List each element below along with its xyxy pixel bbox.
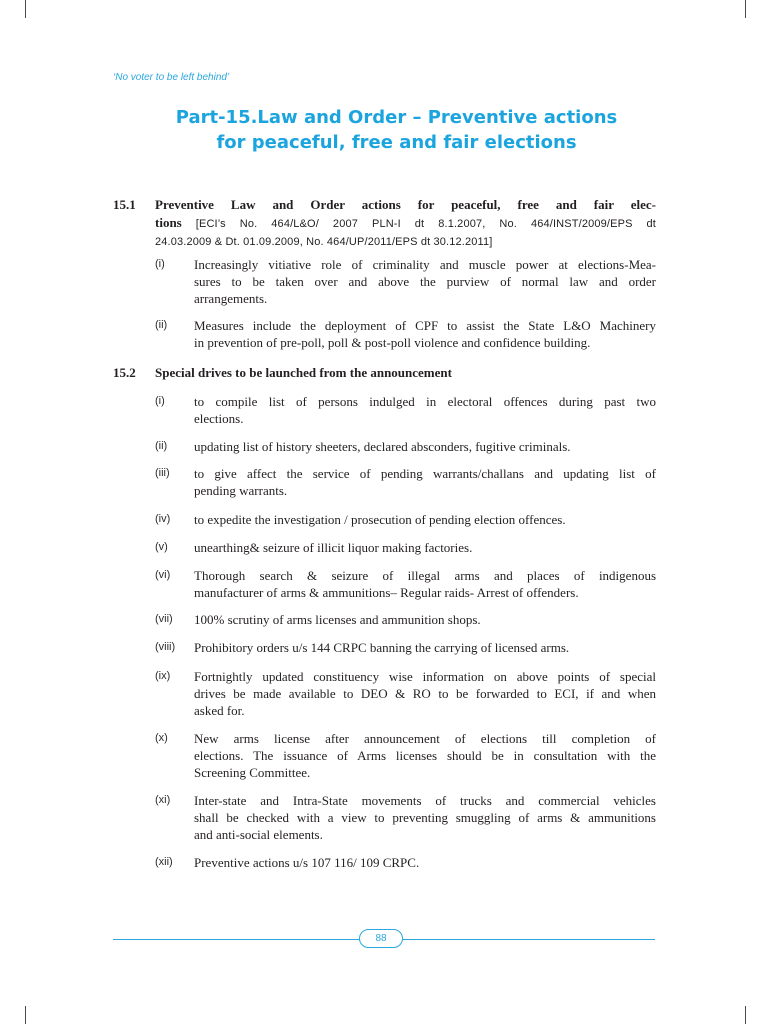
item-text-line: to expedite the investigation / prosecution of pending election offences. (194, 512, 566, 527)
item-marker: (vi) (155, 569, 171, 581)
item-text (194, 393, 656, 427)
item-text (194, 792, 656, 843)
section-15-1-heading-line (155, 214, 656, 233)
item-marker: (viii) (155, 641, 176, 653)
page-title (113, 105, 680, 155)
item-text (194, 539, 656, 556)
item-text (194, 730, 656, 781)
item-text (194, 567, 656, 601)
item-text (194, 511, 656, 528)
section-15-1-heading-line: Preventive Law and Order actions for peaceful, free and fair elec- (155, 197, 656, 212)
section-15-1-reference: 24.03.2009 & Dt. 01.09.2009, No. 464/UP/2011/EPS dt 30.12.2011] (155, 236, 493, 248)
item-text (194, 639, 656, 656)
item-marker: (ix) (155, 670, 171, 682)
item-text-line: shall be checked with a view to preventing smuggling of arms & ammunitions (194, 810, 656, 825)
item-text (194, 465, 656, 499)
item-text-line: manufacturer of arms & ammunitions– Regular raids- Arrest of offenders. (194, 585, 579, 600)
section-15-1-reference: [ECI’s No. 464/L&O/ 2007 PLN-I dt 8.1.2007, No. 464/INST/2009/EPS dt (195, 218, 656, 230)
title-line-2: for peaceful, free and fair elections (216, 132, 577, 153)
item-text-line: Screening Committee. (194, 765, 311, 780)
item-text-line: Measures include the deployment of CPF to assist the State L&O Machinery (194, 318, 656, 333)
item-marker: (ii) (155, 319, 168, 331)
item-text (194, 256, 656, 307)
section-15-1-heading (155, 196, 656, 251)
page-number: 88 (375, 933, 387, 944)
item-marker: (xii) (155, 856, 173, 868)
item-marker: (i) (155, 395, 165, 407)
item-marker: (xi) (155, 794, 171, 806)
item-text (194, 668, 656, 719)
item-text-line: and anti-social elements. (194, 827, 323, 842)
crop-mark-bottom-left (25, 1006, 26, 1024)
item-text-line: Increasingly vitiative role of criminality and muscle power at elections-Mea- (194, 257, 656, 272)
item-marker: (iii) (155, 467, 170, 479)
item-text-line: pending warrants. (194, 483, 288, 498)
item-marker: (v) (155, 541, 168, 553)
item-text-line: New arms license after announcement of elections till completion of (194, 731, 656, 746)
item-text-line: 100% scrutiny of arms licenses and ammunition shops. (194, 612, 481, 627)
item-text-line: arrangements. (194, 291, 268, 306)
section-15-1-heading-tail: tions (155, 215, 182, 230)
item-marker: (iv) (155, 513, 171, 525)
item-text-line: updating list of history sheeters, declared absconders, fugitive criminals. (194, 439, 571, 454)
item-marker: (i) (155, 258, 165, 270)
item-text-line: Inter-state and Intra-State movements of trucks and commercial vehicles (194, 793, 656, 808)
crop-mark-top-left (25, 0, 26, 18)
item-text (194, 611, 656, 628)
section-15-1-number: 15.1 (113, 197, 136, 212)
item-text-line: unearthing& seizure of illicit liquor making factories. (194, 540, 473, 555)
item-text-line: to compile list of persons indulged in electoral offences during past two (194, 394, 656, 409)
item-marker: (vii) (155, 613, 173, 625)
page-number-badge (359, 929, 403, 948)
item-text-line: elections. (194, 411, 244, 426)
item-text-line: Fortnightly updated constituency wise information on above points of special (194, 669, 656, 684)
item-text-line: asked for. (194, 703, 245, 718)
section-15-2-number: 15.2 (113, 365, 136, 380)
crop-mark-top-right (745, 0, 746, 18)
item-text-line: elections. The issuance of Arms licenses should be in consultation with the (194, 748, 656, 763)
item-text-line: to give affect the service of pending warrants/challans and updating list of (194, 466, 656, 481)
title-line-1: Part-15.Law and Order – Preventive actions (175, 107, 618, 128)
crop-mark-bottom-right (745, 1006, 746, 1024)
section-15-2-heading (155, 364, 656, 382)
running-header-tagline: ‘No voter to be left behind’ (113, 72, 230, 83)
item-text (194, 438, 656, 455)
item-text-line: Preventive actions u/s 107 116/ 109 CRPC. (194, 855, 420, 870)
item-text-line: in prevention of pre-poll, poll & post-poll violence and confidence building. (194, 335, 591, 350)
item-text-line: Thorough search & seizure of illegal arms and places of indigenous (194, 568, 656, 583)
item-marker: (ii) (155, 440, 168, 452)
item-text-line: Prohibitory orders u/s 144 CRPC banning the carrying of licensed arms. (194, 640, 570, 655)
item-text (194, 317, 656, 351)
item-text-line: drives be made available to DEO & RO to be forwarded to ECI, if and when (194, 686, 656, 701)
item-text (194, 854, 656, 871)
section-15-2-heading-line: Special drives to be launched from the announcement (155, 365, 452, 380)
item-marker: (x) (155, 732, 168, 744)
item-text-line: sures to be taken over and above the purview of normal law and order (194, 274, 656, 289)
